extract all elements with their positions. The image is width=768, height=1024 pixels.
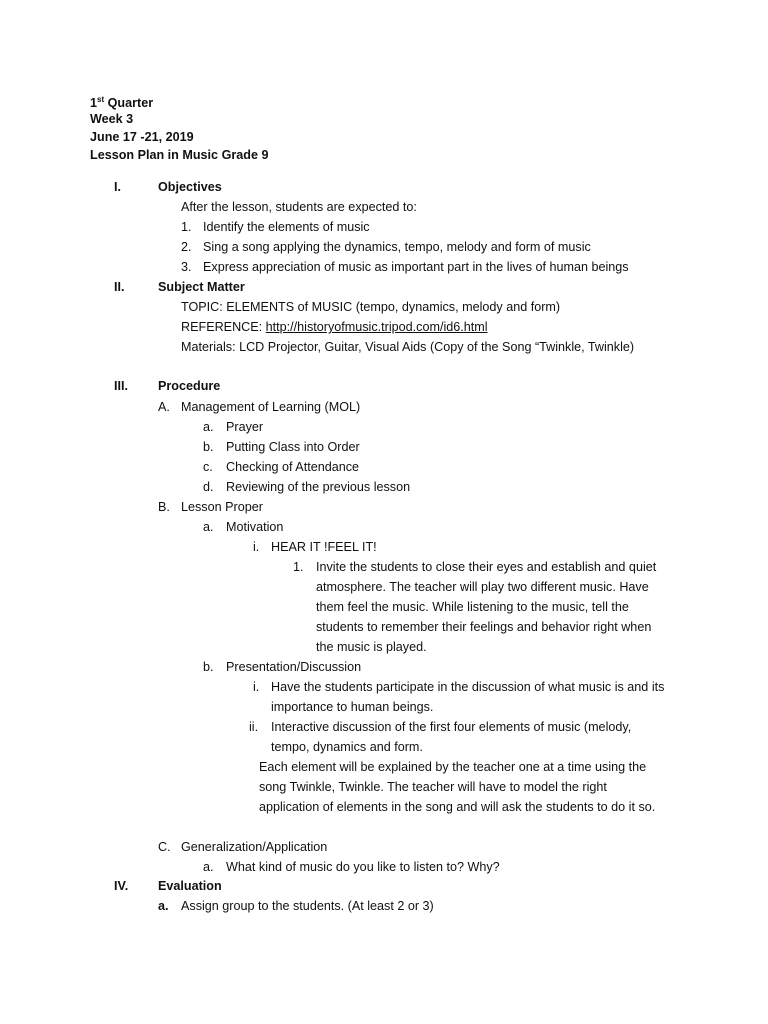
section-number-evaluation: IV. (114, 879, 129, 893)
reference-line (181, 317, 488, 337)
activity-text-line: students to remember their feelings and behavior right when (316, 620, 652, 634)
date-label: June 17 -21, 2019 (90, 130, 194, 144)
list-item-letter: a. (203, 520, 214, 534)
explanation-text-line: Each element will be explained by the teacher one at a time using the (259, 760, 647, 774)
quarter-word: Quarter (107, 96, 154, 110)
presentation-label: Presentation/Discussion (226, 660, 362, 674)
motivation-label: Motivation (226, 520, 284, 534)
objective-number: 1. (181, 220, 192, 234)
hear-it-feel-it: HEAR IT !FEEL IT! (271, 540, 377, 554)
discussion-text-line: tempo, dynamics and form. (271, 740, 423, 754)
quarter-number: 1 (90, 96, 98, 110)
roman-numeral: i. (253, 540, 260, 554)
section-heading-objectives: Objectives (158, 180, 222, 194)
objectives-intro: After the lesson, students are expected to: (181, 200, 417, 214)
objective-text: Identify the elements of music (203, 220, 370, 234)
document-title: Lesson Plan in Music Grade 9 (90, 148, 269, 162)
subsection-generalization: Generalization/Application (181, 840, 328, 854)
list-item-letter: b. (203, 660, 214, 674)
list-item-letter: d. (203, 480, 214, 494)
list-item: Putting Class into Order (226, 440, 360, 454)
subsection-letter: A. (158, 400, 170, 414)
activity-text-line: them feel the music. While listening to the music, tell the (316, 600, 629, 614)
discussion-text-line: importance to human beings. (271, 700, 434, 714)
explanation-text-line: song Twinkle, Twinkle. The teacher will have to model the right (259, 780, 607, 794)
activity-text-line: atmosphere. The teacher will play two different music. Have (316, 580, 649, 594)
section-heading-evaluation: Evaluation (158, 879, 222, 893)
list-item-letter: a. (203, 420, 214, 434)
section-number-procedure: III. (114, 379, 128, 393)
evaluation-item: Assign group to the students. (At least 2 or 3) (181, 899, 434, 913)
section-number-subject: II. (114, 280, 125, 294)
section-heading-procedure: Procedure (158, 379, 221, 393)
topic-line: TOPIC: ELEMENTS of MUSIC (tempo, dynamics, melody and form) (181, 300, 561, 314)
objective-number: 3. (181, 260, 192, 274)
discussion-text-line: Have the students participate in the discussion of what music is and its (271, 680, 665, 694)
list-item-letter: a. (203, 860, 214, 874)
list-item-letter: a. (158, 899, 169, 913)
subsection-lesson-proper: Lesson Proper (181, 500, 263, 514)
activity-number: 1. (293, 560, 304, 574)
list-item: Reviewing of the previous lesson (226, 480, 411, 494)
list-item-letter: b. (203, 440, 214, 454)
subsection-mol: Management of Learning (MOL) (181, 400, 361, 414)
roman-numeral: i. (253, 680, 260, 694)
list-item-letter: c. (203, 460, 213, 474)
objective-number: 2. (181, 240, 192, 254)
subsection-letter: B. (158, 500, 170, 514)
subsection-letter: C. (158, 840, 171, 854)
section-number-objectives: I. (114, 180, 121, 194)
activity-text-line: the music is played. (316, 640, 427, 654)
materials-line: Materials: LCD Projector, Guitar, Visual Aids (Copy of the Song “Twinkle, Twinkle) (181, 340, 635, 354)
explanation-text-line: application of elements in the song and will ask the students to do it so. (259, 800, 656, 814)
discussion-text-line: Interactive discussion of the first four elements of music (melody, (271, 720, 632, 734)
objective-text: Express appreciation of music as important part in the lives of human beings (203, 260, 629, 274)
list-item: Checking of Attendance (226, 460, 360, 474)
generalization-question: What kind of music do you like to listen to? Why? (226, 860, 500, 874)
activity-text-line: Invite the students to close their eyes and establish and quiet (316, 560, 657, 574)
quarter-suffix: st (97, 94, 105, 104)
objective-text: Sing a song applying the dynamics, tempo, melody and form of music (203, 240, 591, 254)
roman-numeral: ii. (249, 720, 259, 734)
section-heading-subject: Subject Matter (158, 280, 245, 294)
list-item: Prayer (226, 420, 264, 434)
week-label: Week 3 (90, 112, 134, 126)
reference-link[interactable]: http://historyofmusic.tripod.com/id6.html (265, 320, 488, 334)
reference-label: REFERENCE: (181, 320, 266, 334)
